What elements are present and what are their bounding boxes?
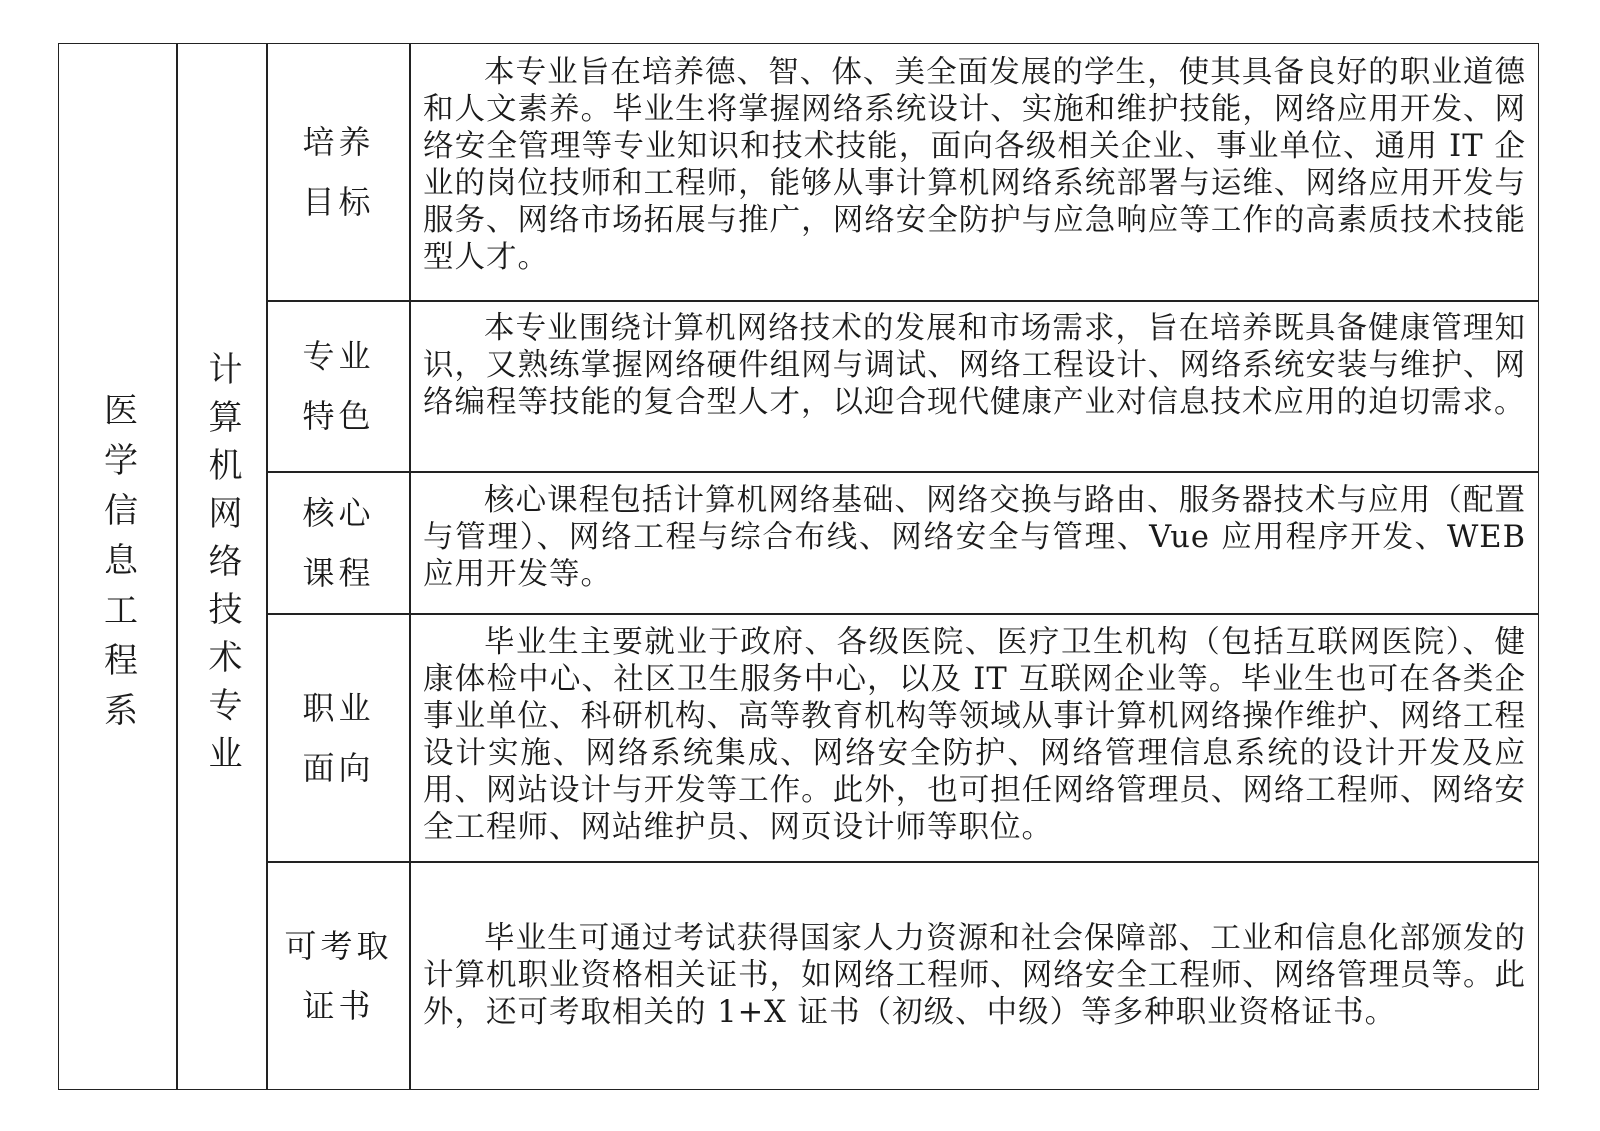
row-label-line: 职业: [302, 688, 375, 727]
major-cell: [178, 44, 266, 1089]
row-content-text: 本专业围绕计算机网络技术的发展和市场需求，旨在培养既具备健康管理知识，又熟练掌握网络硬件组网与调试、网络工程设计、网络系统安装与维护、网络编程等技能的复合型人才，以迎合现代健康产业对信息技术应用的迫切需求。: [423, 311, 1526, 420]
row-label-cell: [268, 614, 409, 861]
row-label-line: 核心: [302, 493, 375, 532]
row-content-cell: [411, 54, 1538, 300]
row-content-text: 毕业生可通过考试获得国家人力资源和社会保障部、工业和信息化部颁发的计算机职业资格相关证书，如网络工程师、网络安全工程师、网络管理员等。此外，还可考取相关的 1+X 证书（初级、中级）等多种职业资格证书。: [423, 921, 1526, 1030]
row-label-line: 专业: [302, 337, 375, 375]
row-content-text: 核心课程包括计算机网络基础、网络交换与路由、服务器技术与应用（配置与管理）、网络工程与综合布线、网络安全与管理、Vue 应用程序开发、WEB 应用开发等。: [423, 483, 1526, 592]
row-content-cell: [411, 482, 1538, 613]
row-content-cell: [411, 624, 1538, 861]
row-label-line: 面向: [302, 748, 375, 787]
row-label-cell: [268, 472, 409, 613]
department-name: 医学信息工程系: [97, 391, 138, 742]
row-label-cell: [268, 44, 409, 300]
row-label-line: 可考取: [284, 926, 393, 965]
row-label-cell: [268, 862, 409, 1089]
major-name: 计算机网络技术专业: [202, 350, 242, 783]
row-label-line: 培养: [302, 123, 375, 161]
row-content-text: 毕业生主要就业于政府、各级医院、医疗卫生机构（包括互联网医院）、健康体检中心、社区卫生服务中心，以及 IT 互联网企业等。毕业生也可在各类企事业单位、科研机构、高等教育机构等领域从事计算机网络操作维护、网络工程设计实施、网络系统集成、网络安全防护、网络管理信息系统的设计开发及应用、网站设计与开发等工作。此外，也可担任网络管理员、网络工程师、网络安全工程师、网站维护员、网页设计师等职位。: [423, 625, 1526, 845]
department-cell: [59, 44, 176, 1089]
row-content-cell: [411, 862, 1538, 1089]
row-label-line: 课程: [302, 553, 375, 592]
row-content-text: 本专业旨在培养德、智、体、美全面发展的学生，使其具备良好的职业道德和人文素养。毕业生将掌握网络系统设计、实施和维护技能，网络应用开发、网络安全管理等专业知识和技术技能，面向各级相关企业、事业单位、通用 IT 企业的岗位技师和工程师，能够从事计算机网络系统部署与运维、网络应用开发与服务、网络市场拓展与推广，网络安全防护与应急响应等工作的高素质技术技能型人才。: [423, 55, 1526, 275]
row-label-line: 目标: [302, 183, 375, 221]
row-label-cell: [268, 301, 409, 471]
row-label-line: 证书: [302, 986, 375, 1025]
row-divider: [266, 471, 1538, 473]
row-label-line: 特色: [302, 397, 375, 435]
row-content-cell: [411, 310, 1538, 471]
row-divider: [266, 300, 1538, 302]
row-divider: [266, 613, 1538, 615]
program-info-table: [58, 43, 1539, 1090]
